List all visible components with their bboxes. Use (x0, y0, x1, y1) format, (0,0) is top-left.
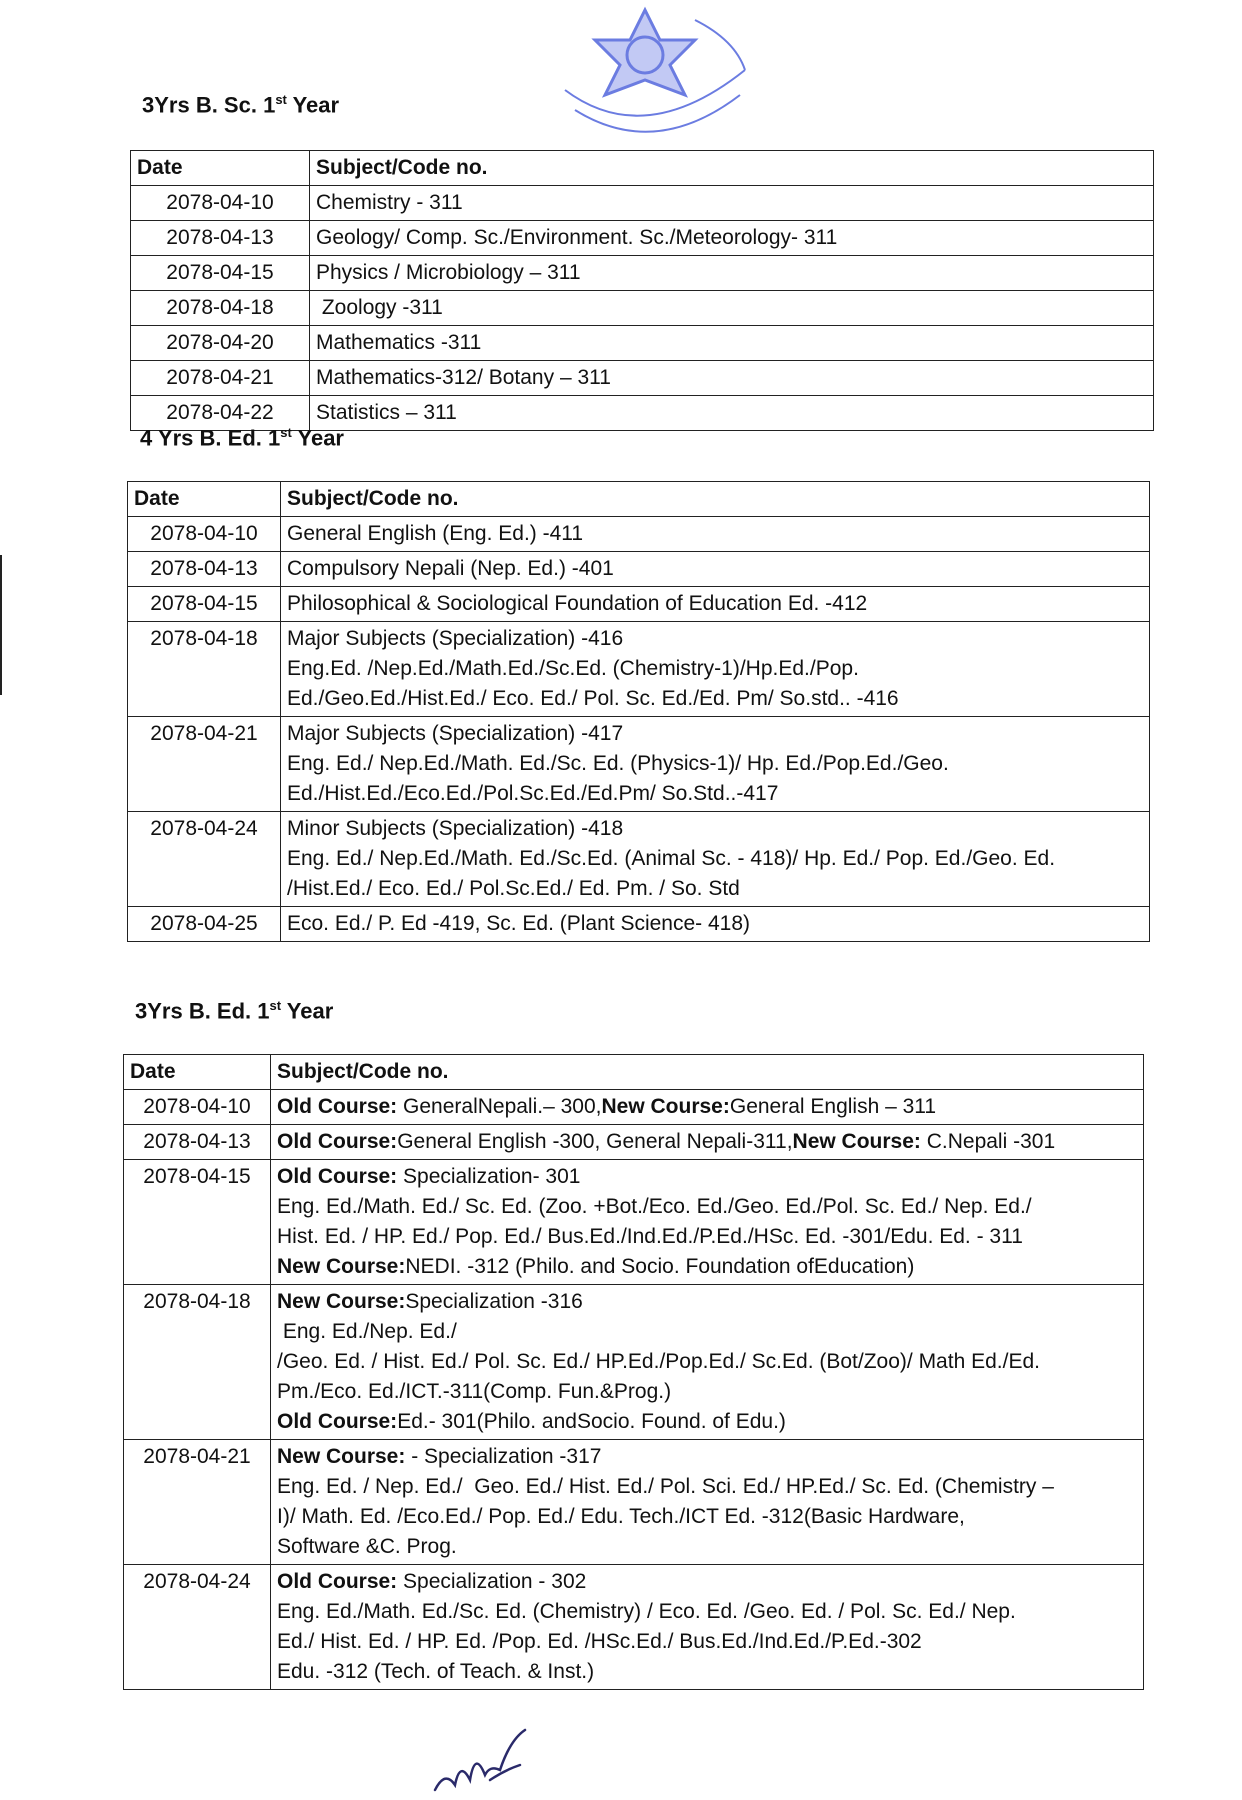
subject-line (316, 258, 1147, 288)
exam-date: 2078-04-10 (124, 1090, 271, 1125)
subject-text: Specialization -316 (405, 1290, 583, 1313)
exam-date: 2078-04-15 (131, 256, 310, 291)
subject-text: Specialization - 302 (397, 1570, 587, 1593)
subject-text: Ed./ Hist. Ed. / HP. Ed. /Pop. Ed. /HSc.Ed./ Bus.Ed./Ind.Ed./P.Ed.-302 (277, 1630, 922, 1653)
exam-date: 2078-04-18 (124, 1285, 271, 1440)
subject-cell (310, 256, 1154, 291)
subject-text: Edu. -312 (Tech. of Teach. & Inst.) (277, 1660, 595, 1683)
course-label: New Course: (792, 1130, 921, 1153)
course-label: New Course: (277, 1290, 406, 1313)
subject-cell (281, 552, 1150, 587)
subject-cell (281, 517, 1150, 552)
subject-text: Eng. Ed./Math. Ed./ Sc. Ed. (Zoo. +Bot./Eco. Ed./Geo. Ed./Pol. Sc. Ed./ Nep. Ed./ (277, 1195, 1032, 1218)
subject-text: Eng. Ed./ Nep.Ed./Math. Ed./Sc.Ed. (Animal Sc. - 418)/ Hp. Ed./ Pop. Ed./Geo. Ed. (287, 847, 1056, 870)
subject-text: C.Nepali -301 (920, 1130, 1056, 1153)
course-label: Old Course: (277, 1130, 398, 1153)
subject-line (277, 1532, 1137, 1562)
subject-text: Major Subjects (Specialization) -417 (287, 722, 624, 745)
subject-line (316, 328, 1147, 358)
course-label: Old Course: (277, 1410, 398, 1433)
official-seal-stamp (545, 0, 775, 160)
exam-date: 2078-04-10 (128, 517, 281, 552)
subject-line (287, 844, 1143, 874)
table-row (131, 256, 1154, 291)
subject-text: Chemistry - 311 (316, 191, 463, 214)
subject-cell (281, 717, 1150, 812)
table-row (124, 1090, 1144, 1125)
subject-line (277, 1287, 1137, 1317)
subject-line (287, 519, 1143, 549)
section-title-superscript: st (280, 425, 292, 440)
table-row (128, 517, 1150, 552)
subject-text: Physics / Microbiology – 311 (316, 261, 581, 284)
subject-cell (271, 1160, 1144, 1285)
subject-cell (271, 1565, 1144, 1690)
subject-line (316, 398, 1147, 428)
exam-date: 2078-04-21 (128, 717, 281, 812)
subject-text: Mathematics-312/ Botany – 311 (316, 366, 611, 389)
subject-cell (271, 1090, 1144, 1125)
subject-cell (281, 587, 1150, 622)
exam-date: 2078-04-22 (131, 396, 310, 431)
table-row (131, 186, 1154, 221)
subject-text: General English -300, General Nepali-311, (397, 1130, 793, 1153)
section-title-text: 3Yrs B. Ed. 1 (135, 998, 270, 1024)
subject-line (287, 624, 1143, 654)
subject-text: - Specialization -317 (405, 1445, 602, 1468)
section-title-text: 3Yrs B. Sc. 1 (142, 92, 276, 118)
subject-text: Philosophical & Sociological Foundation of Education Ed. -412 (287, 592, 868, 615)
subject-line (277, 1162, 1137, 1192)
schedule-table (127, 481, 1150, 942)
table-row (131, 361, 1154, 396)
subject-text: Eng. Ed./Nep. Ed./ (277, 1320, 457, 1343)
course-label: Old Course: (277, 1095, 398, 1118)
subject-line (287, 654, 1143, 684)
subject-line (277, 1657, 1137, 1687)
section-title (135, 998, 333, 1024)
subject-text: Minor Subjects (Specialization) -418 (287, 817, 624, 840)
subject-cell (281, 907, 1150, 942)
subject-text: Compulsory Nepali (Nep. Ed.) -401 (287, 557, 614, 580)
subject-line (277, 1377, 1137, 1407)
course-label: New Course: (601, 1095, 730, 1118)
subject-column-header: Subject/Code no. (271, 1055, 1144, 1090)
subject-line (287, 814, 1143, 844)
subject-text: General English (Eng. Ed.) -411 (287, 522, 584, 545)
subject-text: Specialization- 301 (397, 1165, 581, 1188)
table-row (124, 1565, 1144, 1690)
subject-cell (271, 1285, 1144, 1440)
subject-line (277, 1502, 1137, 1532)
subject-text: /Hist.Ed./ Eco. Ed./ Pol.Sc.Ed./ Ed. Pm. / So. Std (287, 877, 740, 900)
table-row (128, 587, 1150, 622)
subject-line (277, 1222, 1137, 1252)
date-column-header: Date (128, 482, 281, 517)
page-edge-line (0, 555, 2, 695)
subject-text: Ed./Hist.Ed./Eco.Ed./Pol.Sc.Ed./Ed.Pm/ So.Std..-417 (287, 782, 779, 805)
subject-text: NEDI. -312 (Philo. and Socio. Foundation ofEducation) (405, 1255, 915, 1278)
schedule-table (130, 150, 1154, 431)
subject-line (287, 749, 1143, 779)
exam-date: 2078-04-18 (128, 622, 281, 717)
subject-text: GeneralNepali.– 300, (397, 1095, 602, 1118)
section-title-superscript: st (269, 998, 282, 1013)
exam-date: 2078-04-13 (124, 1125, 271, 1160)
exam-date: 2078-04-15 (128, 587, 281, 622)
subject-line (287, 684, 1143, 714)
course-label: Old Course: (277, 1570, 398, 1593)
subject-text: Ed.- 301(Philo. andSocio. Found. of Edu.) (397, 1410, 786, 1433)
subject-text: Eco. Ed./ P. Ed -419, Sc. Ed. (Plant Science- 418) (287, 912, 751, 935)
section-title (142, 92, 339, 118)
subject-cell (271, 1125, 1144, 1160)
table-row (128, 552, 1150, 587)
handwritten-signature (430, 1720, 540, 1800)
subject-text: Zoology -311 (316, 296, 443, 319)
section-title-tail: Year (286, 92, 340, 118)
subject-cell (310, 221, 1154, 256)
subject-text: Geology/ Comp. Sc./Environment. Sc./Meteorology- 311 (316, 226, 838, 249)
table-row (131, 291, 1154, 326)
table-header-row (124, 1055, 1144, 1090)
subject-text: Mathematics -311 (316, 331, 482, 354)
subject-cell (310, 361, 1154, 396)
table-header-row (131, 151, 1154, 186)
subject-line (316, 188, 1147, 218)
subject-line (277, 1127, 1137, 1157)
subject-line (277, 1407, 1137, 1437)
subject-text: Hist. Ed. / HP. Ed./ Pop. Ed./ Bus.Ed./Ind.Ed./P.Ed./HSc. Ed. -301/Edu. Ed. - 311 (277, 1225, 1023, 1248)
subject-text: Eng. Ed./ Nep.Ed./Math. Ed./Sc. Ed. (Physics-1)/ Hp. Ed./Pop.Ed./Geo. (287, 752, 949, 775)
date-column-header: Date (131, 151, 310, 186)
subject-line (277, 1347, 1137, 1377)
date-column-header: Date (124, 1055, 271, 1090)
subject-line (277, 1627, 1137, 1657)
subject-text: Eng.Ed. /Nep.Ed./Math.Ed./Sc.Ed. (Chemistry-1)/Hp.Ed./Pop. (287, 657, 859, 680)
subject-line (277, 1472, 1137, 1502)
subject-cell (310, 186, 1154, 221)
exam-date: 2078-04-24 (128, 812, 281, 907)
table-header-row (128, 482, 1150, 517)
subject-cell (271, 1440, 1144, 1565)
table-row (124, 1285, 1144, 1440)
course-label: New Course: (277, 1445, 406, 1468)
subject-text: /Geo. Ed. / Hist. Ed./ Pol. Sc. Ed./ HP.Ed./Pop.Ed./ Sc.Ed. (Bot/Zoo)/ Math Ed./Ed. (277, 1350, 1040, 1373)
subject-line (277, 1317, 1137, 1347)
exam-date: 2078-04-10 (131, 186, 310, 221)
subject-text: Ed./Geo.Ed./Hist.Ed./ Eco. Ed./ Pol. Sc. Ed./Ed. Pm/ So.std.. -416 (287, 687, 899, 710)
subject-line (287, 779, 1143, 809)
subject-cell (310, 326, 1154, 361)
subject-line (277, 1442, 1137, 1472)
subject-cell (310, 396, 1154, 431)
course-label: Old Course: (277, 1165, 398, 1188)
subject-line (277, 1597, 1137, 1627)
subject-line (287, 719, 1143, 749)
exam-date: 2078-04-24 (124, 1565, 271, 1690)
exam-date: 2078-04-13 (128, 552, 281, 587)
table-row (124, 1440, 1144, 1565)
subject-cell (281, 812, 1150, 907)
subject-cell (310, 291, 1154, 326)
subject-line (277, 1192, 1137, 1222)
subject-line (287, 909, 1143, 939)
subject-line (316, 293, 1147, 323)
table-row (131, 326, 1154, 361)
subject-text: Eng. Ed./Math. Ed./Sc. Ed. (Chemistry) / Eco. Ed. /Geo. Ed. / Pol. Sc. Ed./ Nep. (277, 1600, 1016, 1623)
subject-text: Major Subjects (Specialization) -416 (287, 627, 624, 650)
section-title-tail: Year (291, 425, 344, 451)
schedule-table (123, 1054, 1144, 1690)
table-row (128, 717, 1150, 812)
exam-date: 2078-04-20 (131, 326, 310, 361)
subject-line (287, 554, 1143, 584)
course-label: New Course: (277, 1255, 406, 1278)
subject-text: General English – 311 (729, 1095, 937, 1118)
section-title-superscript: st (275, 92, 287, 107)
subject-text: Pm./Eco. Ed./ICT.-311(Comp. Fun.&Prog.) (277, 1380, 672, 1403)
section-title (140, 425, 344, 451)
exam-date: 2078-04-15 (124, 1160, 271, 1285)
table-row (124, 1160, 1144, 1285)
exam-date: 2078-04-13 (131, 221, 310, 256)
table-row (128, 622, 1150, 717)
subject-column-header: Subject/Code no. (310, 151, 1154, 186)
exam-date: 2078-04-25 (128, 907, 281, 942)
exam-date: 2078-04-21 (124, 1440, 271, 1565)
table-row (124, 1125, 1144, 1160)
exam-date: 2078-04-21 (131, 361, 310, 396)
subject-text: I)/ Math. Ed. /Eco.Ed./ Pop. Ed./ Edu. Tech./ICT Ed. -312(Basic Hardware, (277, 1505, 965, 1528)
table-row (128, 812, 1150, 907)
table-row (131, 221, 1154, 256)
subject-text: Eng. Ed. / Nep. Ed./ Geo. Ed./ Hist. Ed./ Pol. Sci. Ed./ HP.Ed./ Sc. Ed. (Chemistry – (277, 1475, 1054, 1498)
subject-line (277, 1567, 1137, 1597)
subject-line (287, 589, 1143, 619)
subject-line (316, 223, 1147, 253)
subject-text: Statistics – 311 (316, 401, 457, 424)
subject-text: Software &C. Prog. (277, 1535, 457, 1558)
subject-line (316, 363, 1147, 393)
table-row (128, 907, 1150, 942)
subject-line (277, 1092, 1137, 1122)
section-title-text: 4 Yrs B. Ed. 1 (140, 425, 281, 451)
subject-column-header: Subject/Code no. (281, 482, 1150, 517)
subject-cell (281, 622, 1150, 717)
section-title-tail: Year (281, 998, 334, 1024)
subject-line (277, 1252, 1137, 1282)
subject-line (287, 874, 1143, 904)
exam-date: 2078-04-18 (131, 291, 310, 326)
